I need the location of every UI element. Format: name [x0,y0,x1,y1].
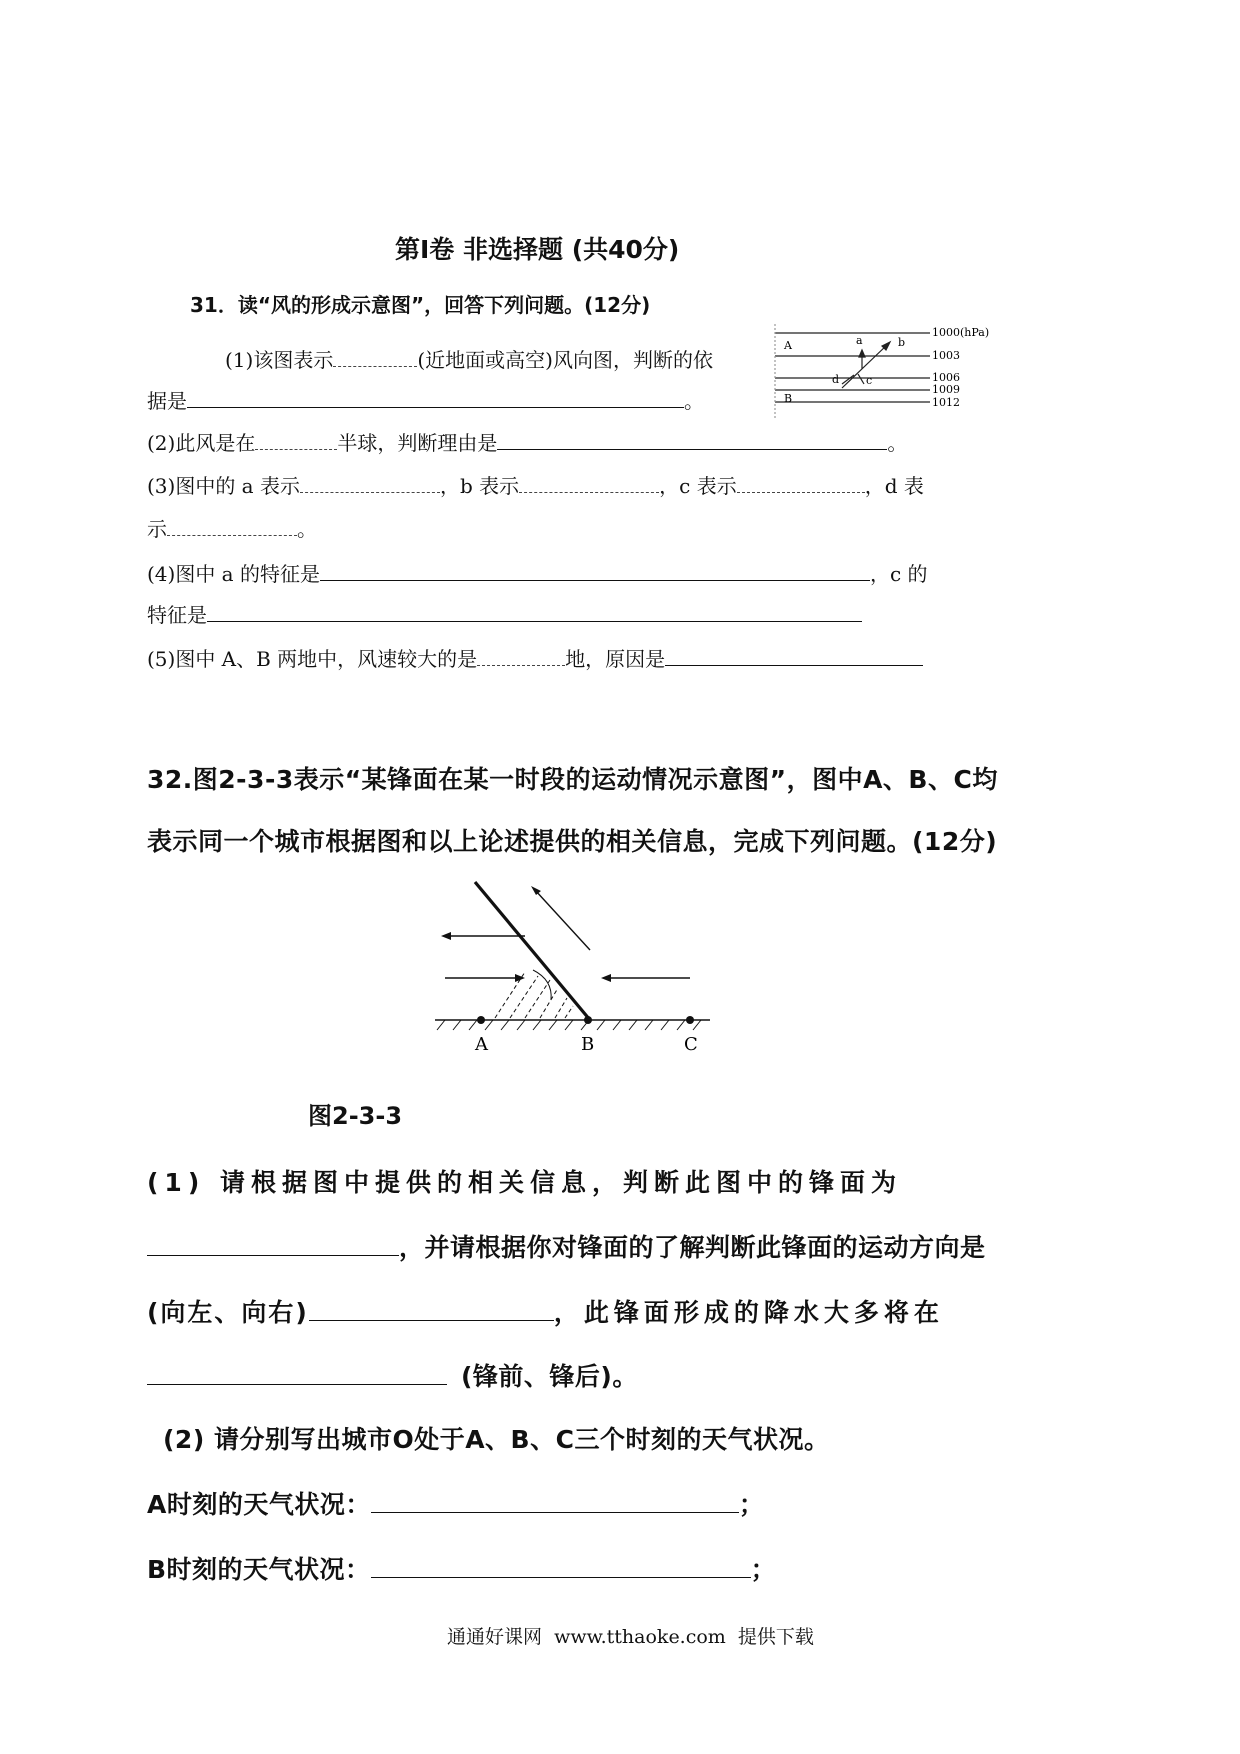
q32-blank-1[interactable] [147,1229,399,1256]
q32-a-end: ； [738,1490,765,1519]
q32-blank-b[interactable] [371,1551,751,1578]
q31-p4-c: 特征是 [147,603,207,627]
q32-p1-line3-b: ，此锋面形成的降水大多将在 [553,1298,944,1327]
q31-part2 [147,427,907,456]
q32-b-time [147,1550,776,1586]
point-a [477,1016,485,1024]
q31-p3-f: 。 [297,517,317,541]
q31-part4-line2 [147,599,862,628]
q31-blank-7[interactable] [737,472,865,493]
q32-intro-line1: 32.图2-3-3表示“某锋面在某一时段的运动情况示意图”，图中A、B、C均 [147,765,998,794]
q31-part4-line1 [147,558,928,587]
q31-title: 31．读“风的形成示意图”，回答下列问题。(12分) [190,293,651,317]
q31-p1-prefix: (1)该图表示 [225,348,334,372]
label-b: B [581,1034,595,1055]
curved-flow [533,970,551,1000]
q32-p1-line2 [147,1228,986,1264]
isobar-label: 1006 [932,371,960,384]
q31-p2-mid: 半球，判断理由是 [337,431,498,455]
q32-b-end: ； [750,1555,777,1584]
q31-p3-e: 示 [147,517,167,541]
label-c: C [684,1034,698,1055]
q31-blank-1[interactable] [333,346,417,367]
q32-p1-line1: (1) 请根据图中提供的相关信息，判断此图中的锋面为 [147,1168,902,1197]
q31-blank-8[interactable] [167,515,297,536]
q32-p1-line3-a: (向左、向右) [147,1298,309,1327]
q31-p1-suffix: (近地面或高空)风向图，判断的依 [417,348,713,372]
diagram-vector-b: b [898,336,906,349]
isobar-label: 1000(hPa) [932,326,990,339]
q32-b-label: B时刻的天气状况： [147,1555,371,1584]
warm-air-arrow [535,890,590,950]
isobar-label: 1012 [932,396,960,409]
q32-blank-3[interactable] [147,1358,447,1385]
q32-p1-line3 [147,1293,944,1329]
q31-part5 [147,643,923,672]
q31-p2-end: 。 [887,431,908,455]
isobar-label: 1003 [932,349,960,362]
q31-part3-line2 [147,513,317,542]
q31-p1-cont: 据是 [147,389,187,413]
q32-a-label: A时刻的天气状况： [147,1490,371,1519]
q31-p3-d: ，d 表 [864,474,924,498]
label-a: A [475,1034,488,1055]
front-surface [475,882,590,1020]
q31-blank-5[interactable] [300,472,440,493]
q31-p4-a: (4)图中 a 的特征是 [147,562,320,586]
page-footer: 通通好课网 www.tthaoke.com 提供下载 [447,1626,814,1648]
diagram-vector-c: c [866,374,873,387]
isobar-label: 1009 [932,383,960,396]
q31-blank-11[interactable] [477,645,565,666]
wind-diagram [770,322,1000,422]
diagram-vector-a: a [856,334,863,347]
point-c [686,1016,694,1024]
q32-p1-line4 [147,1357,638,1393]
q32-p1-line2-text: ，并请根据你对锋面的了解判断此锋面的运动方向是 [399,1233,986,1262]
q31-part3-line1 [147,470,924,499]
precipitation-zone [495,972,573,1018]
q32-p2-title: (2) 请分别写出城市O处于A、B、C三个时刻的天气状况。 [163,1425,830,1454]
q31-p5-b: 地，原因是 [565,647,666,671]
q32-blank-2[interactable] [309,1294,554,1321]
point-b [584,1016,592,1024]
q31-blank-2[interactable] [187,387,684,408]
q31-p2-prefix: (2)此风是在 [147,431,256,455]
section-title: 第Ⅰ卷 非选择题 (共40分) [395,235,680,264]
vector-c [858,374,864,384]
q31-p1-end: 。 [684,389,704,413]
q31-blank-12[interactable] [665,645,923,666]
q31-p4-b: ，c 的 [869,562,928,586]
q32-p1-line4-text: (锋前、锋后)。 [461,1362,638,1391]
q31-p3-b: ，b 表示 [439,474,520,498]
ground-hatching [437,1020,701,1030]
q31-p5-a: (5)图中 A、B 两地中，风速较大的是 [147,647,478,671]
q31-blank-10[interactable] [207,601,862,622]
q31-part1-line1 [225,344,713,373]
q31-blank-4[interactable] [497,429,887,450]
q31-blank-6[interactable] [519,472,659,493]
wind-vector-b [842,344,888,388]
diagram-vector-d: d [832,373,840,386]
diagram-point-a: A [784,339,792,352]
q31-blank-9[interactable] [320,560,870,581]
q32-intro-line2: 表示同一个城市根据图和以上论述提供的相关信息，完成下列问题。(12分) [147,827,998,856]
q31-p3-a: (3)图中的 a 表示 [147,474,300,498]
arrowhead [859,350,865,357]
q32-a-time [147,1485,764,1521]
q31-blank-3[interactable] [255,429,337,450]
front-diagram [425,880,715,1070]
q31-part1-line2 [147,385,704,414]
q31-p3-c: ，c 表示 [659,474,737,498]
diagram-point-b: B [784,392,793,405]
q32-blank-a[interactable] [371,1486,739,1513]
arrowheads [441,886,611,982]
figure-caption: 图2-3-3 [308,1102,403,1130]
